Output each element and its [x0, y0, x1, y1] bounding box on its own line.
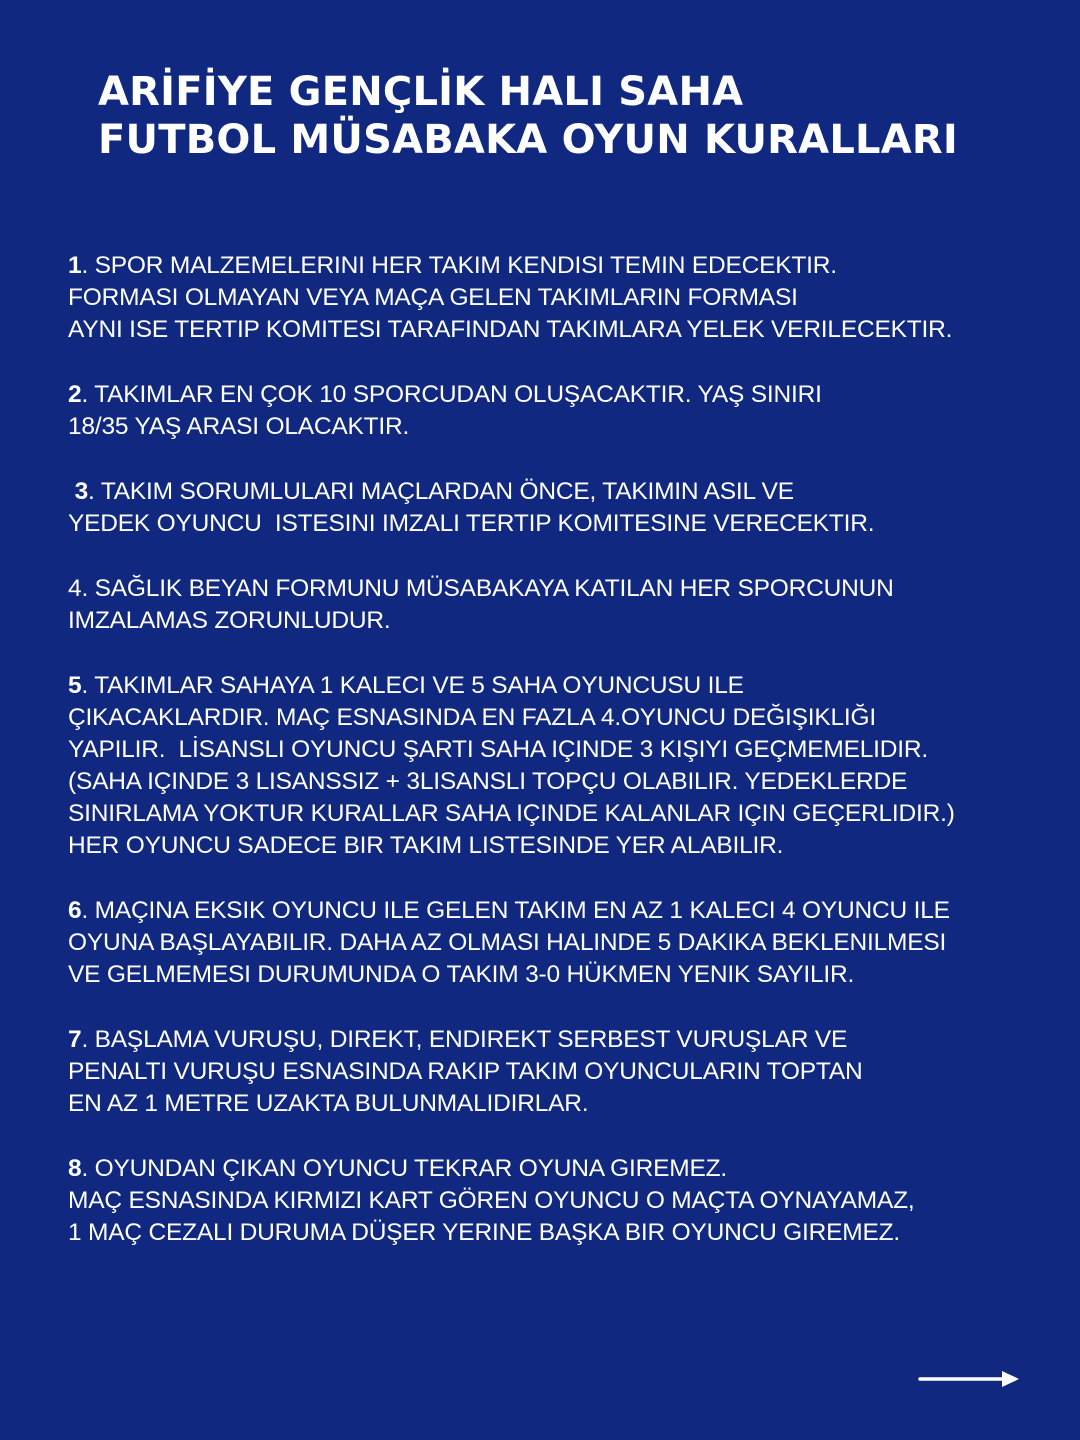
rule-item	[68, 573, 1028, 637]
rule-line: OYUNA BAŞLAYABILIR. DAHA AZ OLMASI HALINDE 5 DAKIKA BEKLENILMESI	[68, 929, 947, 956]
rule-number: 7	[68, 1026, 82, 1053]
rule-line	[68, 476, 1028, 508]
rule-line: YEDEK OYUNCU ISTESINI IMZALI TERTIP KOMITESINE VERECEKTIR.	[68, 510, 875, 537]
rule-line: 1 MAÇ CEZALI DURUMA DÜŞER YERINE BAŞKA BIR OYUNCU GIREMEZ.	[68, 1219, 900, 1246]
rule-line: PENALTI VURUŞU ESNASINDA RAKIP TAKIM OYUNCULARIN TOPTAN	[68, 1058, 863, 1085]
rule-item	[68, 1024, 1028, 1120]
rule-item	[68, 250, 1028, 346]
rule-line: IMZALAMAS ZORUNLUDUR.	[68, 607, 391, 634]
rule-number: 5	[68, 672, 82, 699]
rule-text: . MAÇINA EKSIK OYUNCU ILE GELEN TAKIM EN AZ 1 KALECI 4 OYUNCU ILE	[81, 897, 950, 924]
rule-number: 4	[68, 575, 82, 602]
rule-line	[68, 250, 1028, 282]
rule-number: 6	[68, 897, 82, 924]
rule-text: . OYUNDAN ÇIKAN OYUNCU TEKRAR OYUNA GIREMEZ.	[81, 1155, 727, 1182]
rule-line: FORMASI OLMAYAN VEYA MAÇA GELEN TAKIMLARIN FORMASI	[68, 284, 798, 311]
rule-line	[68, 573, 1028, 605]
rule-item	[68, 476, 1028, 540]
rule-line: HER OYUNCU SADECE BIR TAKIM LISTESINDE YER ALABILIR.	[68, 832, 784, 859]
rule-text: . SPOR MALZEMELERINI HER TAKIM KENDISI TEMIN EDECEKTIR.	[81, 252, 837, 279]
rule-text: . TAKIMLAR SAHAYA 1 KALECI VE 5 SAHA OYUNCUSU ILE	[81, 672, 744, 699]
rule-text: . SAĞLIK BEYAN FORMUNU MÜSABAKAYA KATILAN HER SPORCUNUN	[81, 575, 894, 602]
rule-line: EN AZ 1 METRE UZAKTA BULUNMALIDIRLAR.	[68, 1090, 589, 1117]
rule-text: . TAKIM SORUMLULARI MAÇLARDAN ÖNCE, TAKIMIN ASIL VE	[88, 478, 794, 505]
rule-item	[68, 379, 1028, 443]
rule-line: SINIRLAMA YOKTUR KURALLAR SAHA IÇINDE KALANLAR IÇIN GEÇERLIDIR.)	[68, 800, 955, 827]
rule-line: VE GELMEMESI DURUMUNDA O TAKIM 3-0 HÜKMEN YENIK SAYILIR.	[68, 961, 855, 988]
page-title	[98, 68, 998, 164]
rule-line	[68, 1153, 1028, 1185]
rule-text: . BAŞLAMA VURUŞU, DIREKT, ENDIREKT SERBEST VURUŞLAR VE	[81, 1026, 848, 1053]
page-title-line-1: ARİFİYE GENÇLİK HALI SAHA	[98, 69, 744, 115]
rule-text: . TAKIMLAR EN ÇOK 10 SPORCUDAN OLUŞACAKTIR. YAŞ SINIRI	[81, 381, 822, 408]
rules-list	[68, 250, 1028, 1282]
rule-line	[68, 895, 1028, 927]
rule-line	[68, 379, 1028, 411]
rule-line	[68, 1024, 1028, 1056]
rule-line: ÇIKACAKLARDIR. MAÇ ESNASINDA EN FAZLA 4.OYUNCU DEĞIŞIKLIĞI	[68, 704, 877, 731]
rule-item	[68, 670, 1028, 862]
rule-number: 3	[68, 478, 89, 505]
rule-line	[68, 670, 1028, 702]
arrow-right-icon[interactable]	[918, 1364, 1022, 1394]
rule-number: 8	[68, 1155, 82, 1182]
rule-line: YAPILIR. LİSANSLI OYUNCU ŞARTI SAHA IÇINDE 3 KIŞIYI GEÇMEMELIDIR.	[68, 736, 928, 763]
rule-number: 1	[68, 252, 82, 279]
rule-line: MAÇ ESNASINDA KIRMIZI KART GÖREN OYUNCU O MAÇTA OYNAYAMAZ,	[68, 1187, 915, 1214]
rule-item	[68, 895, 1028, 991]
rule-item	[68, 1153, 1028, 1249]
rule-line: 18/35 YAŞ ARASI OLACAKTIR.	[68, 413, 410, 440]
rule-number: 2	[68, 381, 82, 408]
page-title-line-2: FUTBOL MÜSABAKA OYUN KURALLARI	[98, 117, 958, 163]
rule-line: (SAHA IÇINDE 3 LISANSSIZ + 3LISANSLI TOPÇU OLABILIR. YEDEKLERDE	[68, 768, 908, 795]
rule-line: AYNI ISE TERTIP KOMITESI TARAFINDAN TAKIMLARA YELEK VERILECEKTIR.	[68, 316, 953, 343]
